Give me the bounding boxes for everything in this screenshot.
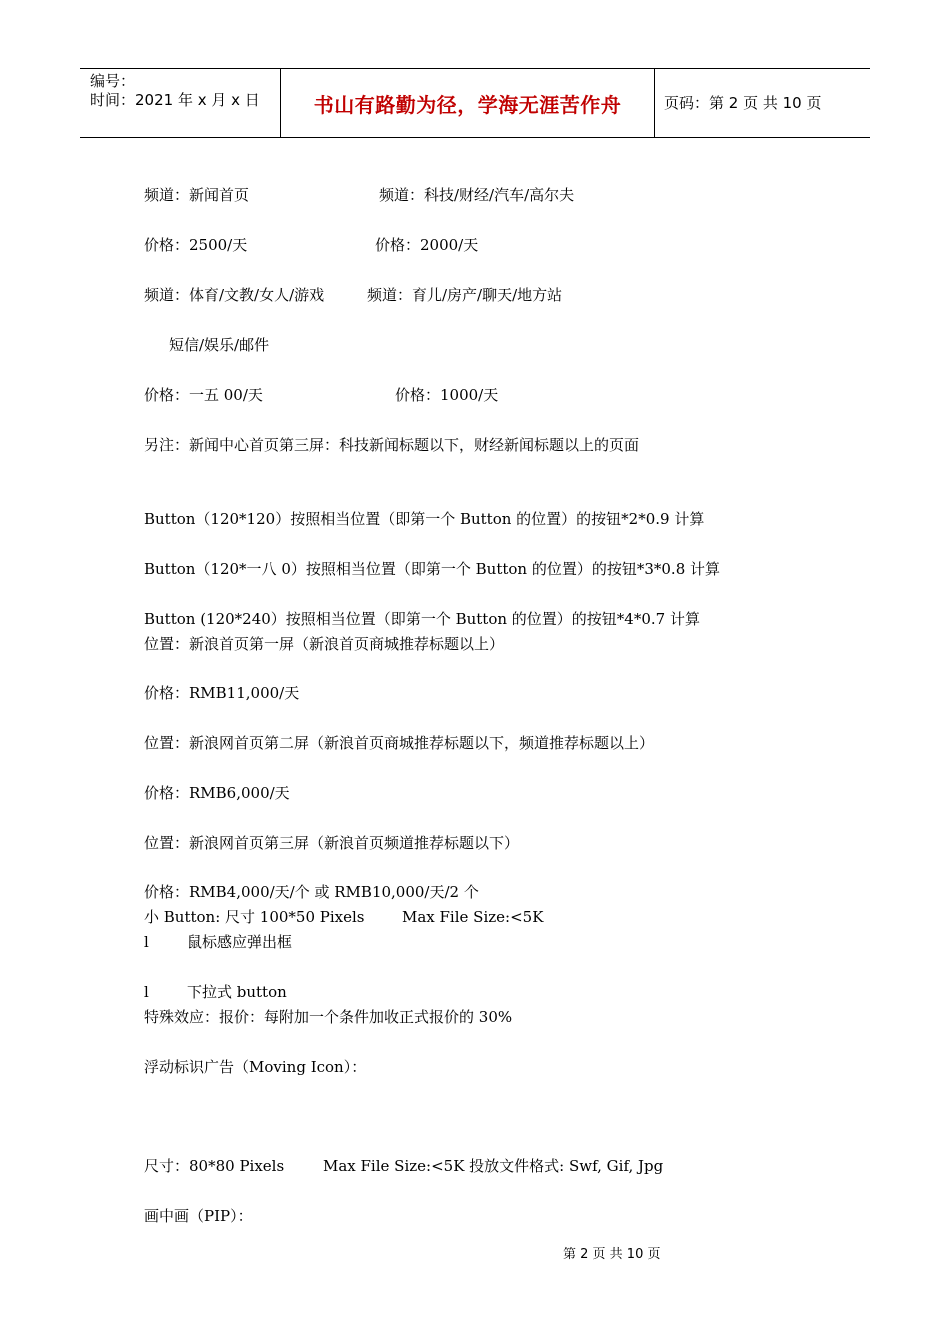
header-page-cell <box>655 69 870 137</box>
bullet-mouseover-popup: 鼠标感应弹出框 <box>187 933 293 951</box>
position-second-screen: 位置：新浪网首页第二屏（新浪首页商城推荐标题以下，频道推荐标题以上） <box>144 734 655 752</box>
header-motto: 书山有路勤为径，学海无涯苦作舟 <box>313 92 622 117</box>
moving-icon-size: 尺寸：80*80 Pixels <box>144 1157 285 1175</box>
bullet-dropdown-button: 下拉式 button <box>187 983 287 1001</box>
page-footer: 第 2 页 共 10 页 <box>563 1247 661 1262</box>
channel-news-home: 频道：新闻首页 <box>144 186 250 204</box>
position-third-screen: 位置：新浪网首页第三屏（新浪首页频道推荐标题以下） <box>144 834 520 852</box>
channel-parenting-realty: 频道：育儿/房产/聊天/地方站 <box>367 286 563 304</box>
pip-heading: 画中画（PIP）： <box>144 1207 253 1225</box>
button-120x240-rule: Button (120*240）按照相当位置（即第一个 Button 的位置）的按钮*4*0.7 计算 <box>144 610 700 628</box>
note-news-center: 另注：新闻中心首页第三屏：科技新闻标题以下，财经新闻标题以上的页面 <box>144 436 640 454</box>
price-tech-finance: 价格：2000/天 <box>375 236 479 254</box>
price-first-screen: 价格：RMB11,000/天 <box>144 684 300 702</box>
channel-tech-finance: 频道：科技/财经/汽车/高尔夫 <box>379 186 575 204</box>
price-parenting-realty: 价格：1000/天 <box>395 386 499 404</box>
header-meta-cell <box>80 69 281 137</box>
position-first-screen: 位置：新浪首页第一屏（新浪首页商城推荐标题以上） <box>144 635 505 653</box>
bullet-marker: l <box>144 983 149 1001</box>
price-third-screen: 价格：RMB4,000/天/个 或 RMB10,000/天/2 个 <box>144 883 479 901</box>
price-sports-culture: 价格：一五 00/天 <box>144 386 263 404</box>
page-header <box>80 68 870 138</box>
document-date-label: 时间：2021 年 x 月 x 日 <box>90 91 260 109</box>
special-effects-pricing: 特殊效应：报价：每附加一个条件加收正式报价的 30% <box>144 1008 513 1026</box>
small-button-max-file-size: Max File Size:<5K <box>402 908 544 926</box>
price-news-home: 价格：2500/天 <box>144 236 248 254</box>
small-button-size: 小 Button: 尺寸 100*50 Pixels <box>144 908 365 926</box>
document-number-label: 编号： <box>90 72 136 90</box>
bullet-marker: l <box>144 933 149 951</box>
channel-sports-culture: 频道：体育/文教/女人/游戏 <box>144 286 325 304</box>
header-motto-cell <box>281 69 655 137</box>
button-120x120-rule: Button（120*120）按照相当位置（即第一个 Button 的位置）的按钮*2*0.9 计算 <box>144 510 705 528</box>
moving-icon-heading: 浮动标识广告（Moving Icon）： <box>144 1058 367 1076</box>
header-page-info: 页码：第 2 页 共 10 页 <box>664 94 822 112</box>
price-second-screen: 价格：RMB6,000/天 <box>144 784 290 802</box>
moving-icon-file-spec: Max File Size:<5K 投放文件格式: Swf, Gif, Jpg <box>323 1157 664 1175</box>
button-120x180-rule: Button（120*一八 0）按照相当位置（即第一个 Button 的位置）的按钮*3*0.8 计算 <box>144 560 721 578</box>
channel-sms-entertainment: 短信/娱乐/邮件 <box>169 336 270 354</box>
